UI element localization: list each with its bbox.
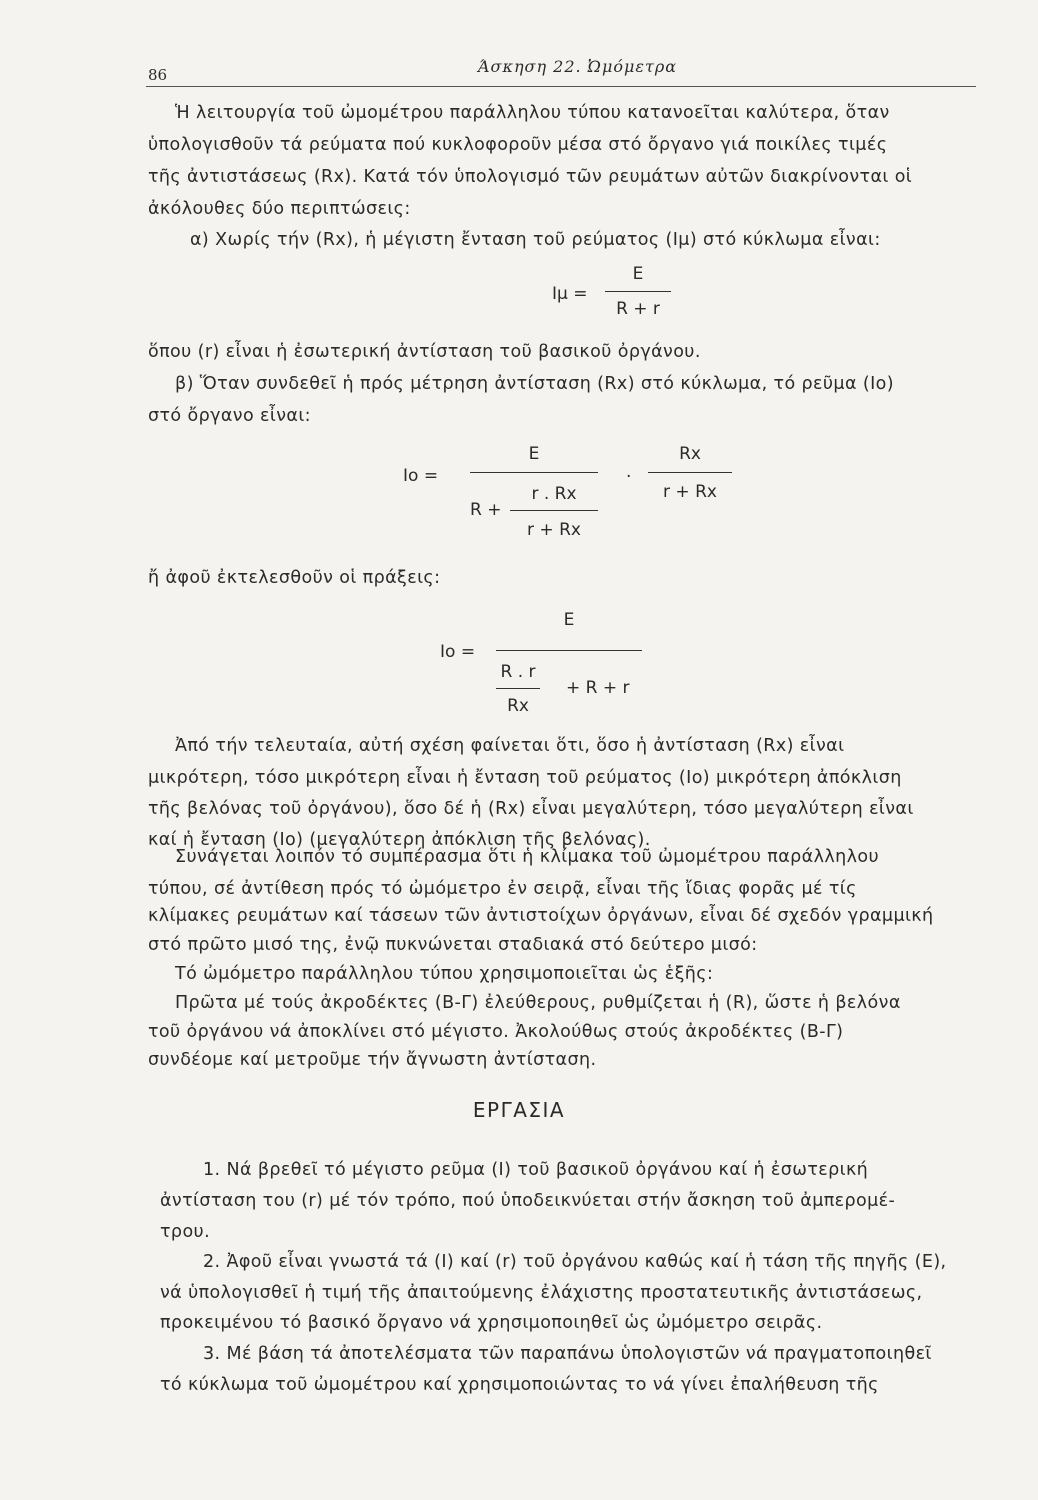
- text-line: Πρῶτα μέ τούς ἀκροδέκτες (B-Γ) ἐλεύθερους, ρυθμίζεται ἡ (R), ὥστε ἡ βελόνα: [175, 993, 901, 1013]
- text-line: ἤ ἀφοῦ ἐκτελεσθοῦν οἱ πράξεις:: [148, 568, 441, 588]
- fraction-bar: [496, 688, 540, 689]
- formula3-inner-numerator: R . r: [500, 662, 536, 682]
- formula1-lhs: Iμ =: [552, 284, 588, 304]
- text-line: ἀκόλουθες δύο περιπτώσεις:: [148, 199, 411, 219]
- fraction-bar: [496, 650, 642, 651]
- text-line: ὅπου (r) εἶναι ἡ ἐσωτερική ἀντίσταση τοῦ βασικοῦ ὀργάνου.: [148, 342, 701, 362]
- text-line: καί ἡ ἔνταση (Io) (μεγαλύτερη ἀπόκλιση τῆς βελόνας).: [148, 830, 651, 850]
- fraction-bar: [648, 472, 732, 473]
- text-line: Ἀπό τήν τελευταία, αὐτή σχέση φαίνεται ὅτι, ὅσο ἡ ἀντίσταση (Rx) εἶναι: [175, 736, 845, 756]
- text-line: τῆς ἀντιστάσεως (Rx). Κατά τόν ὑπολογισμό τῶν ρευμάτων αὐτῶν διακρίνονται οἱ: [148, 167, 913, 187]
- multiply-dot: .: [626, 462, 632, 482]
- formula3-lhs: Io =: [440, 642, 476, 662]
- fraction-bar: [605, 291, 671, 292]
- text-line: συνδέομε καί μετροῦμε τήν ἄγνωστη ἀντίσταση.: [148, 1050, 597, 1070]
- text-line: Συνάγεται λοιπόν τό συμπέρασμα ὅτι ἡ κλίμακα τοῦ ὠμομέτρου παράλληλου: [175, 847, 879, 867]
- page-number: 86: [148, 66, 168, 84]
- text-line: Τό ὠμόμετρο παράλληλου τύπου χρησιμοποιεῖται ὡς ἑξῆς:: [175, 964, 714, 984]
- text-line: τύπου, σέ ἀντίθεση πρός τό ὠμόμετρο ἐν σειρᾷ, εἶναι τῆς ἴδιας φορᾶς μέ τίς: [148, 879, 857, 899]
- formula3-inner-denominator: Rx: [507, 696, 529, 716]
- text-line: α) Χωρίς τήν (Rx), ἡ μέγιστη ἔνταση τοῦ ρεύματος (Iμ) στό κύκλωμα εἶναι:: [190, 230, 881, 250]
- formula1-numerator: E: [632, 264, 644, 284]
- section-heading: ΕΡΓΑΣΙΑ: [472, 1098, 566, 1122]
- formula2-r-plus: R +: [470, 500, 502, 520]
- text-line: ὑπολογισθοῦν τά ρεύματα πού κυκλοφοροῦν μέσα στό ὄργανο γιά ποικίλες τιμές: [148, 135, 888, 155]
- text-line: μικρότερη, τόσο μικρότερη εἶναι ἡ ἔνταση τοῦ ρεύματος (Io) μικρότερη ἀπόκλιση: [148, 768, 902, 788]
- formula3-rest: + R + r: [566, 678, 630, 698]
- formula2-lhs: Io =: [403, 466, 439, 486]
- task-line: 3. Μέ βάση τά ἀποτελέσματα τῶν παραπάνω ὑπολογιστῶν νά πραγματοποιηθεῖ: [203, 1344, 932, 1364]
- running-title: Άσκηση 22. Ὠμόμετρα: [478, 57, 678, 76]
- task-line: νά ὑπολογισθεῖ ἡ τιμή τῆς ἀπαιτούμενης ἐλάχιστης προστατευτικῆς ἀντιστάσεως,: [160, 1283, 923, 1303]
- formula1-denominator: R + r: [616, 299, 660, 319]
- formula2-denominator-2: r + Rx: [663, 482, 717, 502]
- fraction-bar: [510, 510, 598, 511]
- text-line: στό πρῶτο μισό της, ἐνῷ πυκνώνεται σταδιακά στό δεύτερο μισό:: [148, 935, 758, 955]
- formula2-numerator: E: [528, 444, 540, 464]
- task-line: ἀντίσταση του (r) μέ τόν τρόπο, πού ὑποδεικνύεται στήν ἄσκηση τοῦ ἀμπερομέ-: [160, 1191, 896, 1211]
- task-line: 1. Νά βρεθεῖ τό μέγιστο ρεῦμα (I) τοῦ βασικοῦ ὀργάνου καί ἡ ἐσωτερική: [203, 1160, 869, 1180]
- text-line: τῆς βελόνας τοῦ ὀργάνου), ὅσο δέ ἡ (Rx) εἶναι μεγαλύτερη, τόσο μεγαλύτερη εἶναι: [148, 799, 914, 819]
- header-rule: [146, 86, 976, 87]
- formula2-inner-numerator: r . Rx: [531, 484, 577, 504]
- formula2-inner-denominator: r + Rx: [527, 520, 581, 540]
- task-line: τρου.: [160, 1222, 211, 1242]
- task-line: προκειμένου τό βασικό ὄργανο νά χρησιμοποιηθεῖ ὡς ὠμόμετρο σειρᾶς.: [160, 1313, 823, 1333]
- text-line: τοῦ ὀργάνου νά ἀποκλίνει στό μέγιστο. Ἀκολούθως στούς ἀκροδέκτες (B-Γ): [148, 1022, 844, 1042]
- text-line: Ἡ λειτουργία τοῦ ὠμομέτρου παράλληλου τύπου κατανοεῖται καλύτερα, ὅταν: [175, 103, 890, 123]
- fraction-bar: [470, 472, 598, 473]
- text-line: β) Ὅταν συνδεθεῖ ἡ πρός μέτρηση ἀντίσταση (Rx) στό κύκλωμα, τό ρεῦμα (Io): [175, 374, 894, 394]
- text-line: κλίμακες ρευμάτων καί τάσεων τῶν ἀντιστοίχων ὀργάνων, εἶναι δέ σχεδόν γραμμική: [148, 906, 934, 926]
- task-line: τό κύκλωμα τοῦ ὠμομέτρου καί χρησιμοποιώντας το νά γίνει ἐπαλήθευση τῆς: [160, 1375, 879, 1395]
- task-line: 2. Ἀφοῦ εἶναι γνωστά τά (I) καί (r) τοῦ ὀργάνου καθώς καί ἡ τάση τῆς πηγῆς (E),: [203, 1252, 947, 1272]
- text-line: στό ὄργανο εἶναι:: [148, 406, 311, 426]
- formula2-numerator-2: Rx: [679, 444, 701, 464]
- formula3-numerator: E: [563, 610, 575, 630]
